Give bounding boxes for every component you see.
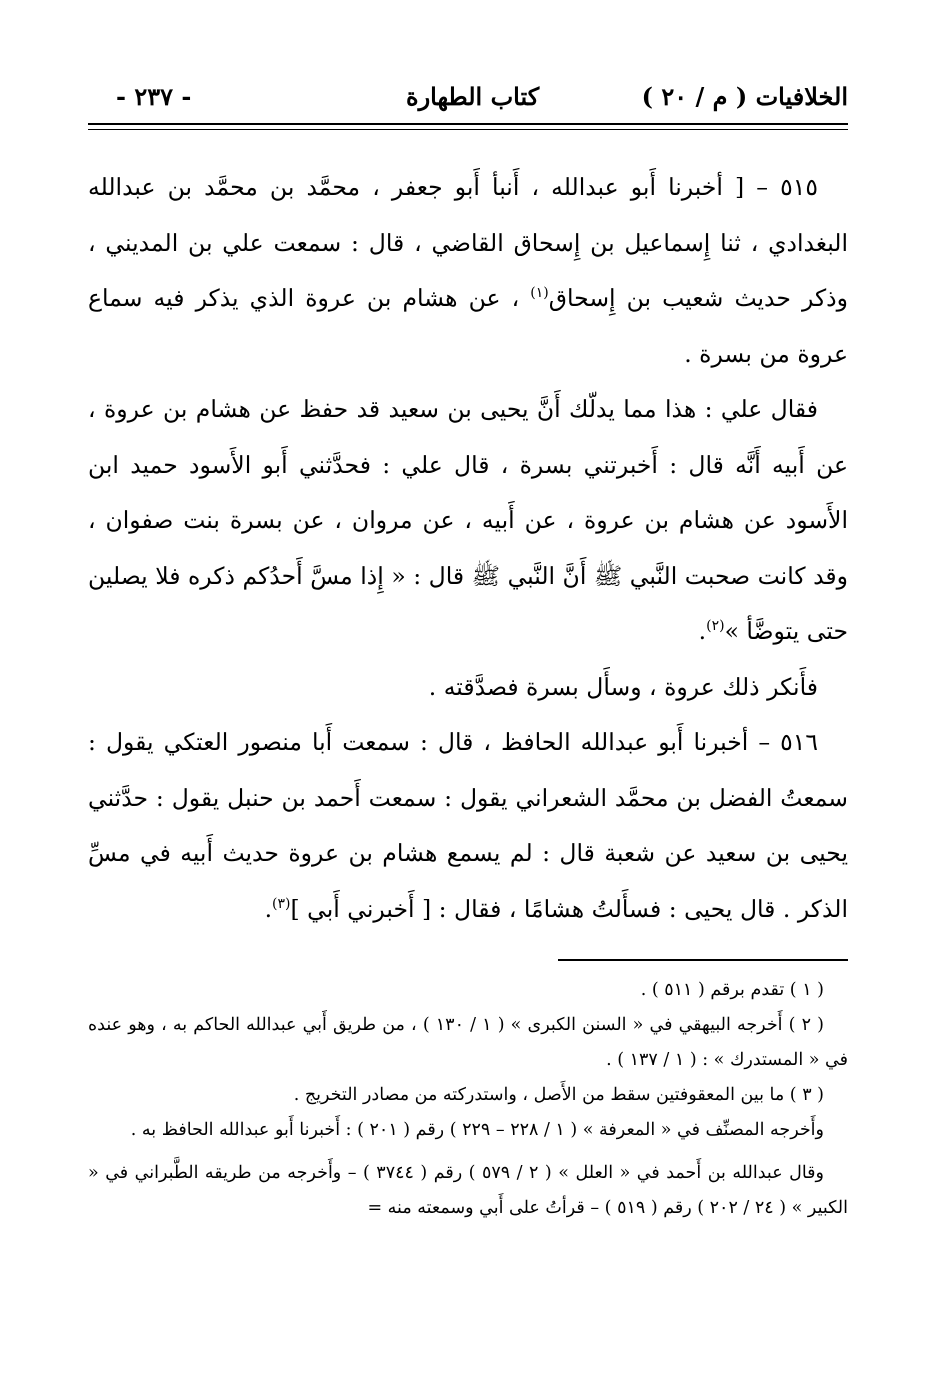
book-page	[88, 78, 848, 1226]
header-rule-thin	[88, 129, 848, 130]
page-number: - ٢٣٧ -	[116, 82, 192, 111]
footnote-3-continued-2: وقال عبدالله بن أَحمد في « العلل » ( ٢ / ٥٧٩ ) رقم ( ٣٧٤٤ ) – وأَخرجه من طريقه الطَّبراني في « الكبير » ( ٢٤ / ٢٠٢ ) رقم ( ٥١٩ ) – قرأتُ على أَبي وسمعته منه =	[88, 1163, 848, 1218]
chapter-title: كتاب الطهارة	[406, 82, 540, 111]
footnote-1: ( ١ ) تقدم برقم ( ٥١١ ) .	[640, 980, 824, 1000]
footnote-ref-3: (٣)	[272, 895, 291, 912]
footnotes	[88, 973, 848, 1226]
footnote-2: ( ٢ ) أَخرجه البيهقي في « السنن الكبرى » ( ١ / ١٣٠ ) ، من طريق أَبي عبدالله الحاكم به ، وهو عنده في « المستدرك » : ( ١ / ١٣٧ ) .	[88, 1015, 848, 1070]
text-run: .	[698, 617, 707, 645]
running-header	[88, 78, 848, 120]
paragraph-ali	[88, 382, 848, 660]
footnote-ref-1: (١)	[530, 285, 549, 302]
paragraph-urwa: فأَنكر ذلك عروة ، وسأَل بسرة فصدَّقته .	[428, 672, 818, 701]
text-run: .	[264, 894, 273, 923]
footnote-3-continued: وأَخرجه المصنِّف في « المعرفة » ( ١ / ٢٢٨ – ٢٢٩ ) رقم ( ٢٠١ ) : أَخبرنا أَبو عبدالله الحافظ به .	[130, 1120, 824, 1140]
main-text	[88, 160, 848, 937]
header-rule-thick	[88, 123, 848, 125]
footnote-separator	[558, 959, 848, 961]
text-run: ، عن هشام بن عروة الذي يذكر فيه سماع عروة من بسرة .	[88, 284, 848, 368]
paragraph-516	[88, 715, 848, 937]
paragraph-515	[88, 160, 848, 382]
footnote-3: ( ٣ ) ما بين المعقوفتين سقط من الأَصل ، واستدركته من مصادر التخريج .	[293, 1085, 824, 1105]
book-title: الخلافيات ( م / ٢٠ )	[641, 82, 848, 111]
text-run: ٥١٥ – [ أخبرنا أَبو عبدالله ، أَنبأ أَبو جعفر ، محمَّد بن محمَّد بن عبدالله البغدادي ، ثنا إِسماعيل بن إِسحاق القاضي ، قال : سمعت علي بن المديني ، وذكر حديث شعيب بن إِسحاق	[88, 173, 848, 312]
text-run: فقال علي : هذا مما يدلّك أَنَّ يحيى بن سعيد قد حفظ عن هشام بن عروة ، عن أَبيه أَنَّه قال : أَخبرتني بسرة ، قال علي : فحدَّثني أَبو الأَسود حميد ابن الأَسود عن هشام بن عروة ، عن أَبيه ، عن مروان ، عن بسرة بنت صفوان ، وقد كانت صحبت النَّبي ﷺ أَنَّ النَّبي ﷺ قال : « إِذا مسَّ أَحدُكم ذكره فلا يصلين حتى يتوضَّأ »	[88, 395, 848, 645]
footnote-ref-2: (٢)	[706, 618, 725, 635]
text-run: ٥١٦ – أخبرنا أَبو عبدالله الحافظ ، قال : سمعت أَبا منصور العتكي يقول : سمعتُ الفضل بن محمَّد الشعراني يقول : سمعت أَحمد بن حنبل يقول : حدَّثني يحيى بن سعيد عن شعبة قال : لم يسمع هشام بن عروة حديث أَبيه في مسِّ الذكر . قال يحيى : فسأَلتُ هشامًا ، فقال : [ أَخبرني أَبي ]	[88, 728, 848, 923]
